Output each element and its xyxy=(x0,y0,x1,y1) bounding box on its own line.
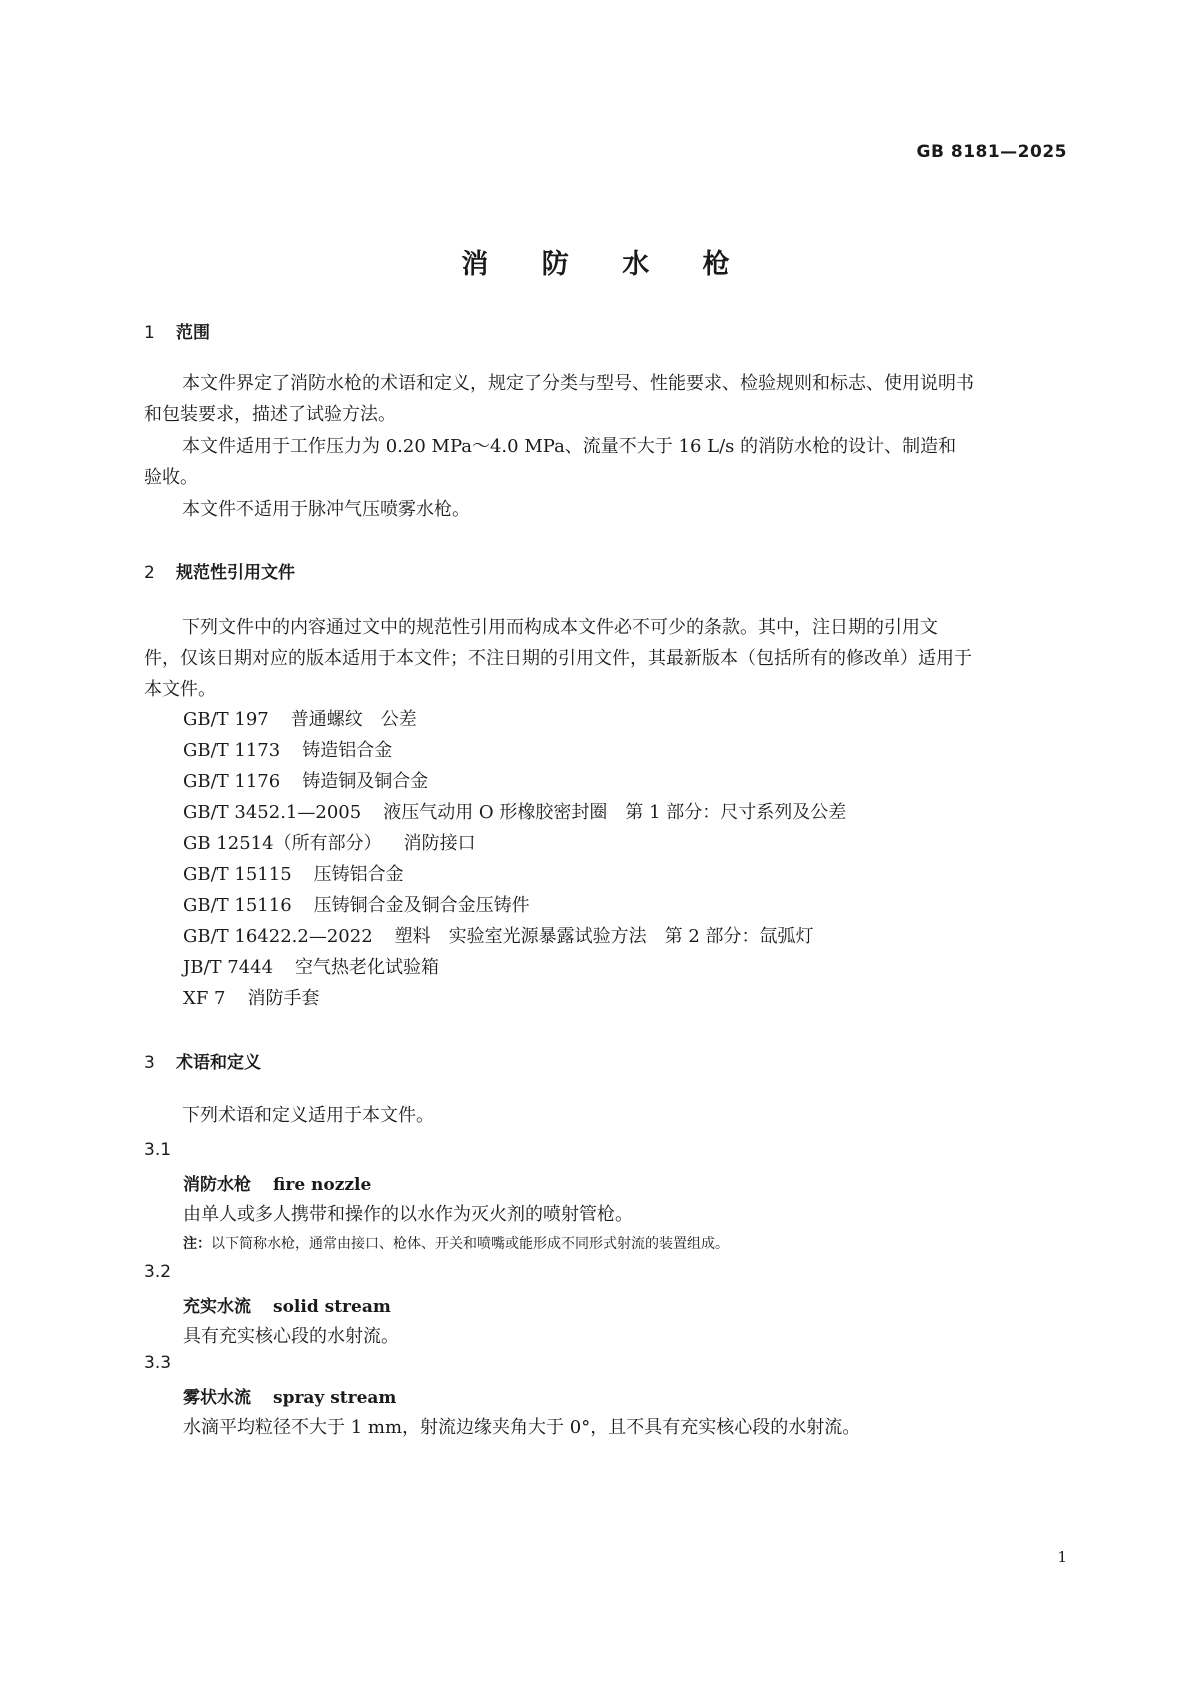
reference-item xyxy=(183,801,846,825)
term-chinese: 消防水枪 xyxy=(183,1175,251,1195)
reference-code: GB/T 3452.1—2005 xyxy=(183,802,362,823)
section-3-intro xyxy=(144,1100,1059,1131)
text-line: 验收。 xyxy=(144,467,198,488)
standard-number: GB 8181—2025 xyxy=(916,142,1067,162)
reference-item xyxy=(183,987,319,1011)
section-title: 规范性引用文件 xyxy=(176,563,295,583)
reference-item xyxy=(183,925,814,949)
term-definition: 具有充实核心段的水射流。 xyxy=(183,1326,399,1347)
term-entry xyxy=(183,1170,371,1195)
reference-code: GB/T 16422.2—2022 xyxy=(183,926,373,947)
reference-code: JB/T 7444 xyxy=(183,957,274,978)
term-chinese: 充实水流 xyxy=(183,1297,251,1317)
reference-title: 消防接口 xyxy=(403,833,476,854)
term-english: fire nozzle xyxy=(273,1175,372,1195)
note-label: 注： xyxy=(183,1236,211,1252)
reference-title: 空气热老化试验箱 xyxy=(295,957,440,978)
clause-number: 3.2 xyxy=(144,1262,172,1282)
section-number: 1 xyxy=(144,323,155,343)
reference-item xyxy=(183,739,392,763)
reference-item xyxy=(183,894,530,918)
text-line: 件，仅该日期对应的版本适用于本文件；不注日期的引用文件，其最新版本（包括所有的修改单）适用于 xyxy=(144,648,972,669)
text-line: 下列术语和定义适用于本文件。 xyxy=(182,1105,434,1126)
reference-code: XF 7 xyxy=(183,988,226,1009)
text-line: 本文件不适用于脉冲气压喷雾水枪。 xyxy=(182,499,470,520)
term-english: solid stream xyxy=(273,1297,391,1317)
text-line: 本文件适用于工作压力为 0.20 MPa～4.0 MPa、流量不大于 16 L/s 的消防水枪的设计、制造和 xyxy=(182,436,957,457)
section-number: 3 xyxy=(144,1053,155,1073)
section-1-heading xyxy=(144,318,210,343)
section-2-intro xyxy=(144,612,1059,705)
note-text: 以下简称水枪，通常由接口、枪体、开关和喷嘴或能形成不同形式射流的装置组成。 xyxy=(211,1236,729,1252)
reference-title: 消防手套 xyxy=(247,988,320,1009)
reference-code: GB/T 197 xyxy=(183,709,269,730)
section-title: 范围 xyxy=(176,323,210,343)
reference-code: GB/T 15115 xyxy=(183,864,292,885)
term-definition: 由单人或多人携带和操作的以水作为灭火剂的喷射管枪。 xyxy=(183,1204,633,1225)
term-entry xyxy=(183,1292,391,1317)
section-number: 2 xyxy=(144,563,155,583)
text-line: 本文件界定了消防水枪的术语和定义，规定了分类与型号、性能要求、检验规则和标志、使用说明书 xyxy=(182,373,974,394)
text-line: 和包装要求，描述了试验方法。 xyxy=(144,404,396,425)
term-english: spray stream xyxy=(273,1388,397,1408)
reference-code: GB/T 15116 xyxy=(183,895,292,916)
reference-title: 液压气动用 O 形橡胶密封圈 第 1 部分：尺寸系列及公差 xyxy=(383,802,847,823)
text-line: 本文件。 xyxy=(144,679,216,700)
reference-item xyxy=(183,956,439,980)
page-number: 1 xyxy=(1057,1548,1067,1566)
term-note xyxy=(183,1233,729,1253)
reference-title: 铸造铝合金 xyxy=(302,740,393,761)
text-line: 下列文件中的内容通过文中的规范性引用而构成本文件必不可少的条款。其中，注日期的引用文 xyxy=(182,617,938,638)
section-2-heading xyxy=(144,558,295,583)
section-1-para-3 xyxy=(144,494,1059,525)
reference-item xyxy=(183,770,428,794)
clause-number: 3.3 xyxy=(144,1353,172,1373)
section-3-heading xyxy=(144,1048,261,1073)
section-1-para-1 xyxy=(144,368,1059,430)
reference-title: 压铸铜合金及铜合金压铸件 xyxy=(313,895,530,916)
clause-number: 3.1 xyxy=(144,1140,172,1160)
section-1-para-2 xyxy=(144,431,1059,493)
document-title: 消 防 水 枪 xyxy=(461,249,752,280)
reference-item xyxy=(183,832,476,856)
reference-item xyxy=(183,863,404,887)
term-entry xyxy=(183,1383,396,1408)
reference-code: GB/T 1176 xyxy=(183,771,281,792)
reference-title: 塑料 实验室光源暴露试验方法 第 2 部分：氙弧灯 xyxy=(394,926,814,947)
section-title: 术语和定义 xyxy=(176,1053,261,1073)
term-chinese: 雾状水流 xyxy=(183,1388,251,1408)
reference-title: 普通螺纹 公差 xyxy=(290,709,417,730)
reference-item xyxy=(183,708,417,732)
reference-code: GB 12514（所有部分） xyxy=(183,833,382,854)
reference-code: GB/T 1173 xyxy=(183,740,281,761)
term-definition: 水滴平均粒径不大于 1 mm，射流边缘夹角大于 0°，且不具有充实核心段的水射流。 xyxy=(183,1417,861,1438)
reference-title: 压铸铝合金 xyxy=(313,864,404,885)
reference-title: 铸造铜及铜合金 xyxy=(302,771,429,792)
